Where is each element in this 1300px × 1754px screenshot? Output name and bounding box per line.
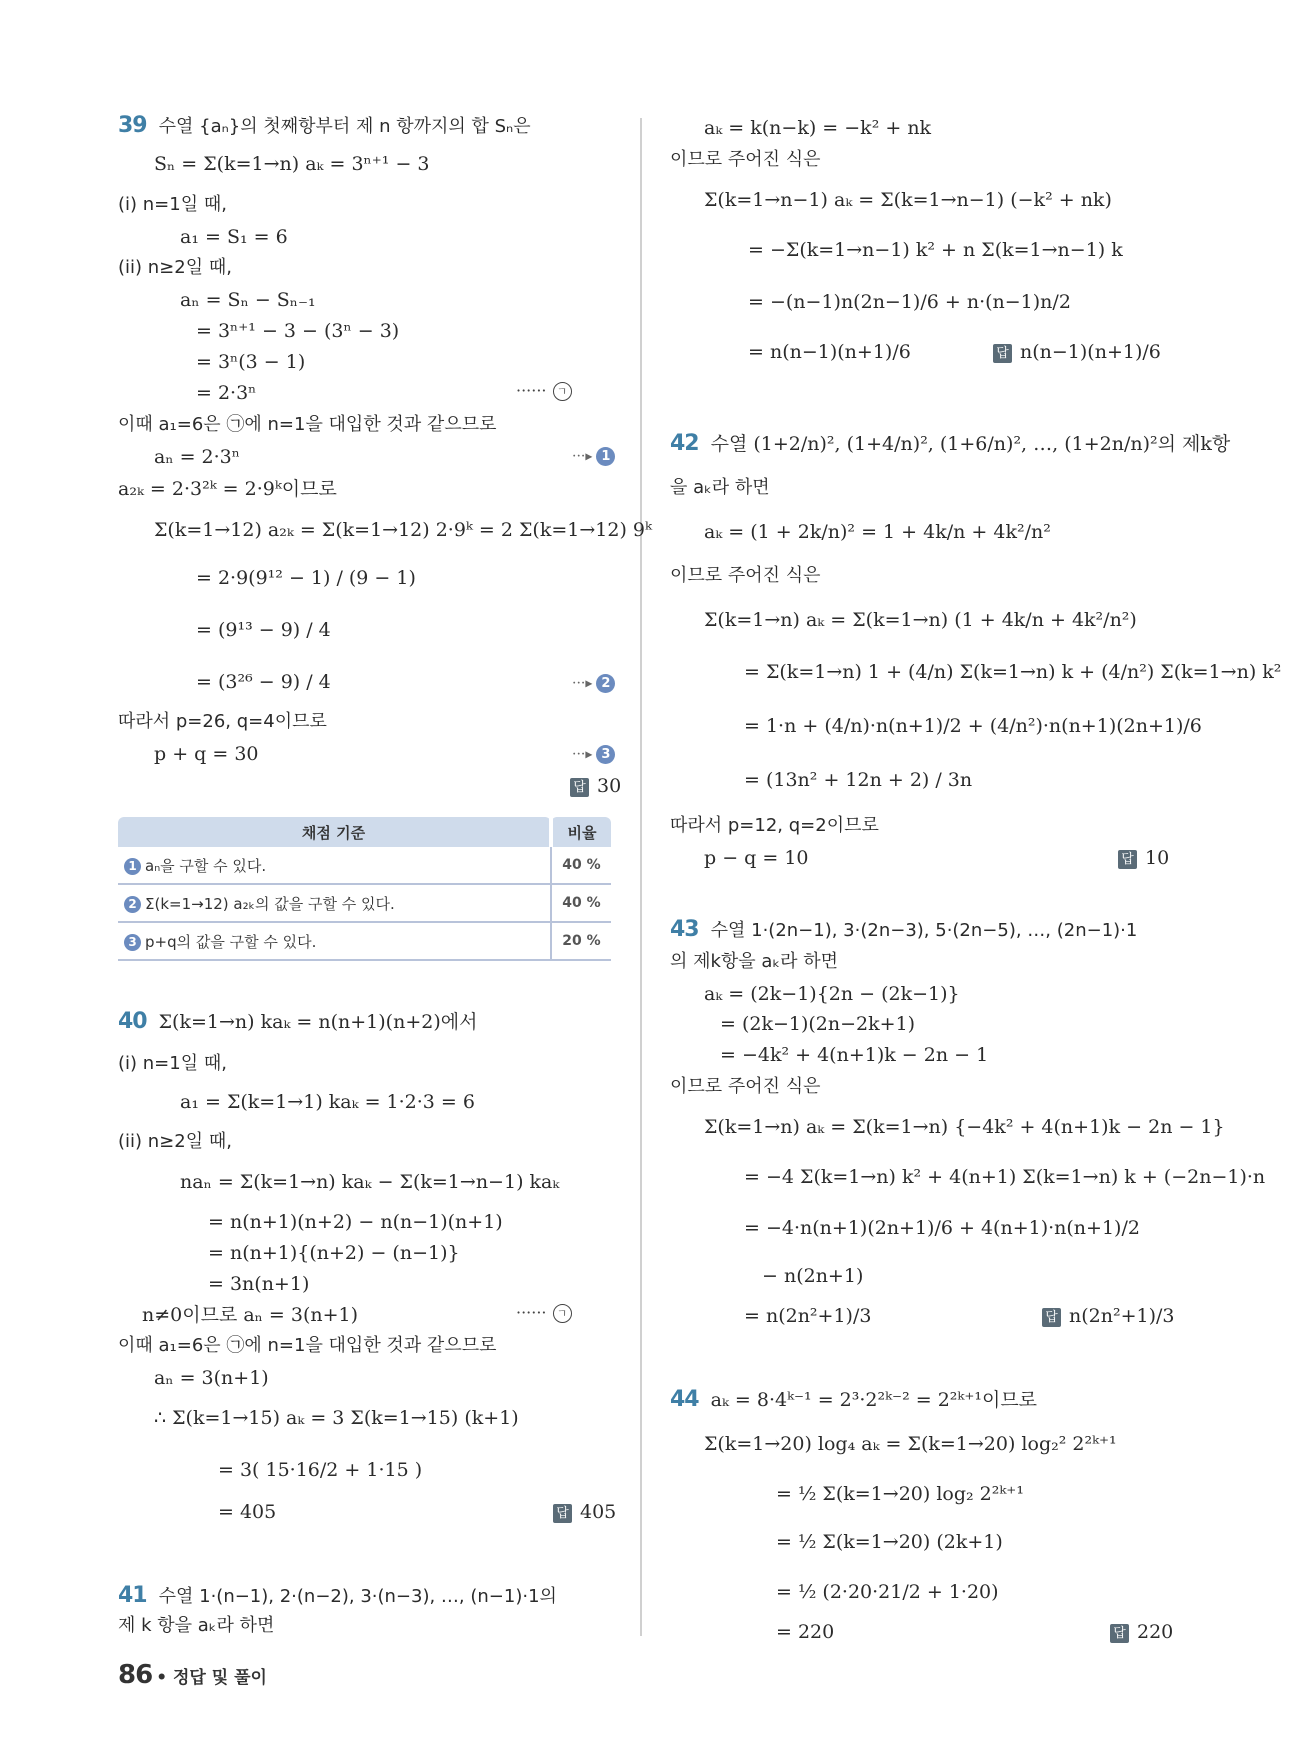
text-line: 이므로 주어진 식은	[670, 149, 821, 170]
math-line: = 1·n + (4/n)·n(n+1)/2 + (4/n²)·n(n+1)(2n+1)/6	[744, 715, 1202, 737]
math-line: ∴ Σ(k=1→15) aₖ = 3 Σ(k=1→15) (k+1)	[154, 1407, 519, 1429]
criterion-text: aₙ을 구할 수 있다.	[145, 856, 267, 875]
problem-text: Σ(k=1→n) kaₖ = n(n+1)(n+2)에서	[158, 1011, 478, 1033]
table-row	[118, 922, 611, 960]
math-line: = 2·9(9¹² − 1) / (9 − 1)	[196, 567, 416, 589]
math-line: aₙ = 2·3ⁿ	[154, 446, 240, 468]
case-label: (i) n=1일 때,	[118, 1053, 227, 1074]
text-line: 이때 a₁=6은 ㉠에 n=1을 대입한 것과 같으므로	[118, 414, 497, 435]
answer-badge-icon: 답	[993, 344, 1012, 363]
problem-text: 수열 1·(n−1), 2·(n−2), 3·(n−3), …, (n−1)·1의	[158, 1586, 557, 1607]
step-marker-2: ···▸ 2	[572, 674, 615, 693]
math-line: = (9¹³ − 9) / 4	[196, 619, 331, 641]
ratio-value: 40 %	[551, 847, 611, 884]
text-line: 이때 a₁=6은 ㉠에 n=1을 대입한 것과 같으므로	[118, 1335, 497, 1356]
math-line: = ½ Σ(k=1→20) (2k+1)	[776, 1531, 1003, 1553]
math-line: = 220	[776, 1621, 835, 1643]
math-line: Σ(k=1→20) log₄ aₖ = Σ(k=1→20) log₂² 2²ᵏ⁺¹	[704, 1433, 1117, 1455]
math-line: = n(n+1)(n+2) − n(n−1)(n+1)	[208, 1211, 503, 1233]
table-row	[118, 884, 611, 922]
column-divider	[640, 118, 642, 1636]
math-line: = n(n+1){(n+2) − (n−1)}	[208, 1242, 460, 1264]
answer	[993, 340, 1161, 364]
problem-text: 수열 (1+2/n)², (1+4/n)², (1+6/n)², …, (1+2n/n)²의 제k항	[710, 433, 1231, 455]
math-line: n≠0이므로 aₙ = 3(n+1)	[142, 1304, 359, 1326]
step-badge-icon: 2	[596, 674, 615, 693]
math-line: aₙ = 3(n+1)	[154, 1367, 269, 1389]
answer-badge-icon: 답	[1042, 1308, 1061, 1327]
math-line: = 405	[218, 1501, 277, 1523]
text-line: 을 aₖ라 하면	[670, 477, 770, 498]
answer-badge-icon: 답	[1118, 850, 1137, 869]
problem-number: 40	[118, 1009, 147, 1034]
text-line: 따라서 p=26, q=4이므로	[118, 711, 327, 732]
case-label: (ii) n≥2일 때,	[118, 1131, 232, 1152]
answer-value: n(n−1)(n+1)/6	[1020, 341, 1161, 363]
problem-number: 44	[670, 1387, 699, 1412]
math-line: = −Σ(k=1→n−1) k² + n Σ(k=1→n−1) k	[748, 239, 1123, 261]
case-label: (i) n=1일 때,	[118, 194, 227, 215]
math-line: = (13n² + 12n + 2) / 3n	[744, 769, 973, 791]
answer	[1118, 846, 1169, 870]
answer	[1042, 1304, 1175, 1328]
math-line: = −4k² + 4(n+1)k − 2n − 1	[720, 1044, 989, 1066]
table-header-criterion: 채점 기준	[118, 817, 551, 847]
text-line: 제 k 항을 aₖ라 하면	[118, 1615, 275, 1636]
section-label: • 정답 및 풀이	[156, 1668, 267, 1688]
math-line: = 3( 15·16/2 + 1·15 )	[218, 1459, 423, 1481]
math-line: aₖ = k(n−k) = −k² + nk	[704, 117, 932, 139]
step-marker-1: ···▸ 1	[572, 447, 615, 466]
problem-number: 42	[670, 431, 699, 456]
math-line: = −(n−1)n(2n−1)/6 + n·(n−1)n/2	[748, 291, 1071, 313]
math-line: = (2k−1)(2n−2k+1)	[720, 1013, 916, 1035]
math-line: p − q = 10	[704, 847, 809, 869]
answer-value: n(2n²+1)/3	[1069, 1305, 1175, 1327]
math-line: aₖ = (1 + 2k/n)² = 1 + 4k/n + 4k²/n²	[704, 521, 1051, 543]
text-line: 이므로 주어진 식은	[670, 1076, 821, 1097]
step-badge-icon: 1	[124, 858, 141, 875]
grading-table	[118, 817, 611, 961]
criterion-text: Σ(k=1→12) a₂ₖ의 값을 구할 수 있다.	[145, 894, 395, 913]
circled-giyeok-icon: ㄱ	[553, 1304, 572, 1323]
math-line: a₂ₖ = 2·3²ᵏ = 2·9ᵏ이므로	[118, 478, 337, 500]
step-badge-icon: 1	[596, 447, 615, 466]
math-line: = 3n(n+1)	[208, 1273, 310, 1295]
math-line: = (3²⁶ − 9) / 4	[196, 671, 331, 693]
math-line: = −4 Σ(k=1→n) k² + 4(n+1) Σ(k=1→n) k + (−2n−1)·n	[744, 1166, 1266, 1188]
math-line: Sₙ = Σ(k=1→n) aₖ = 3ⁿ⁺¹ − 3	[154, 153, 430, 175]
math-line: = 3ⁿ(3 − 1)	[196, 351, 306, 373]
text-line: 따라서 p=12, q=2이므로	[670, 815, 879, 836]
answer-badge-icon: 답	[570, 778, 589, 797]
text-line: 이므로 주어진 식은	[670, 565, 821, 586]
answer-badge-icon: 답	[1110, 1624, 1129, 1643]
problem-text: 수열 1·(2n−1), 3·(2n−3), 5·(2n−5), …, (2n−1)·1	[710, 920, 1138, 941]
math-line: = n(2n²+1)/3	[744, 1305, 872, 1327]
math-line: = −4·n(n+1)(2n+1)/6 + 4(n+1)·n(n+1)/2	[744, 1217, 1140, 1239]
reference-mark: ······ ㄱ	[516, 381, 572, 401]
table-row	[118, 847, 611, 884]
answer	[570, 774, 621, 798]
problem-text: aₖ = 8·4ᵏ⁻¹ = 2³·2²ᵏ⁻² = 2²ᵏ⁺¹이므로	[710, 1389, 1038, 1411]
page-footer	[118, 1660, 267, 1690]
problem-number: 41	[118, 1583, 147, 1608]
math-line: − n(2n+1)	[762, 1265, 864, 1287]
step-badge-icon: 3	[596, 745, 615, 764]
step-marker-3: ···▸ 3	[572, 745, 615, 764]
step-badge-icon: 2	[124, 896, 141, 913]
reference-mark: ······ ㄱ	[516, 1303, 572, 1323]
math-line: = 3ⁿ⁺¹ − 3 − (3ⁿ − 3)	[196, 320, 400, 342]
math-line: a₁ = Σ(k=1→1) kaₖ = 1·2·3 = 6	[180, 1091, 475, 1113]
case-label: (ii) n≥2일 때,	[118, 257, 232, 278]
answer	[553, 1500, 616, 1524]
math-line: = Σ(k=1→n) 1 + (4/n) Σ(k=1→n) k + (4/n²) Σ(k=1→n) k²	[744, 661, 1282, 683]
criterion-text: p+q의 값을 구할 수 있다.	[145, 932, 317, 951]
step-badge-icon: 3	[124, 934, 141, 951]
math-line: Σ(k=1→n) aₖ = Σ(k=1→n) {−4k² + 4(n+1)k − 2n − 1}	[704, 1116, 1225, 1138]
answer	[1110, 1620, 1173, 1644]
math-line: Σ(k=1→n−1) aₖ = Σ(k=1→n−1) (−k² + nk)	[704, 189, 1112, 211]
math-line: Σ(k=1→12) a₂ₖ = Σ(k=1→12) 2·9ᵏ = 2 Σ(k=1→12) 9ᵏ	[154, 519, 652, 541]
ratio-value: 40 %	[551, 884, 611, 922]
answer-value: 10	[1145, 847, 1170, 869]
math-line: p + q = 30	[154, 743, 259, 765]
math-line: a₁ = S₁ = 6	[180, 226, 288, 248]
math-line: aₙ = Sₙ − Sₙ₋₁	[180, 289, 316, 311]
math-line: = ½ (2·20·21/2 + 1·20)	[776, 1581, 999, 1603]
text-line: 의 제k항을 aₖ라 하면	[670, 951, 838, 972]
math-line: Σ(k=1→n) aₖ = Σ(k=1→n) (1 + 4k/n + 4k²/n²)	[704, 609, 1137, 631]
math-line: = n(n−1)(n+1)/6	[748, 341, 911, 363]
ratio-value: 20 %	[551, 922, 611, 960]
math-line: = ½ Σ(k=1→20) log₂ 2²ᵏ⁺¹	[776, 1483, 1024, 1505]
problem-text: 수열 {aₙ}의 첫째항부터 제 n 항까지의 합 Sₙ은	[158, 116, 531, 137]
answer-value: 220	[1137, 1621, 1174, 1643]
problem-number: 43	[670, 917, 699, 942]
table-header-ratio: 비율	[551, 817, 611, 847]
answer-value: 30	[597, 775, 622, 797]
math-line: naₙ = Σ(k=1→n) kaₖ − Σ(k=1→n−1) kaₖ	[180, 1171, 560, 1193]
problem-number: 39	[118, 113, 147, 138]
page-number: 86	[118, 1660, 153, 1690]
answer-badge-icon: 답	[553, 1504, 572, 1523]
circled-giyeok-icon: ㄱ	[553, 382, 572, 401]
math-line: = 2·3ⁿ	[196, 382, 257, 404]
answer-value: 405	[580, 1501, 617, 1523]
math-line: aₖ = (2k−1){2n − (2k−1)}	[704, 983, 960, 1005]
